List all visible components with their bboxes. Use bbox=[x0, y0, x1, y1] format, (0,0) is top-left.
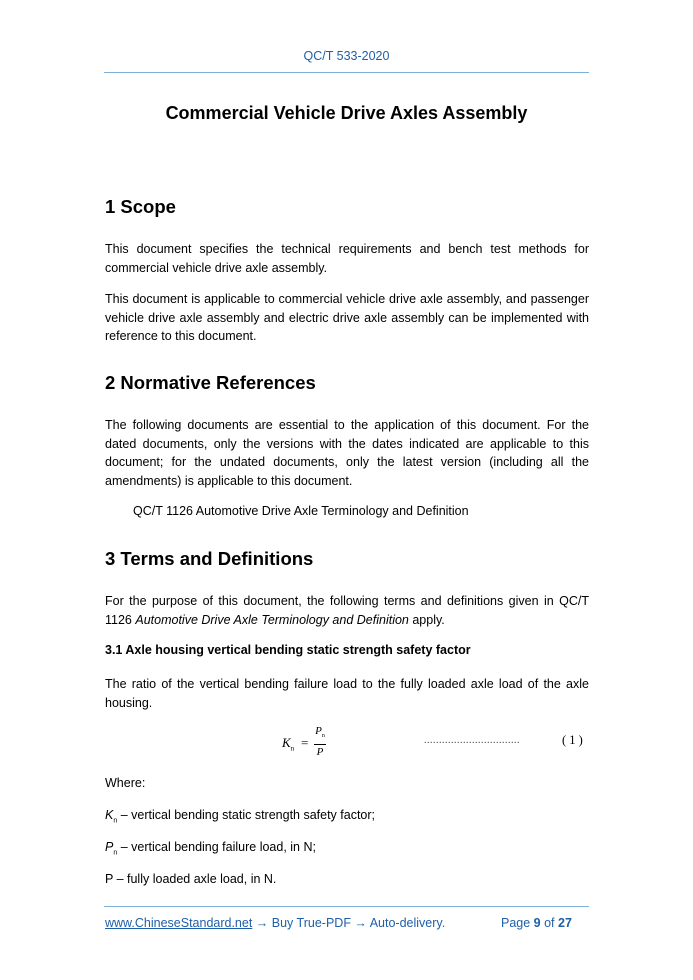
formula-fraction bbox=[314, 726, 326, 758]
document-title: Commercial Vehicle Drive Axles Assembly bbox=[165, 103, 528, 123]
section-heading-normative-references: 2 Normative References bbox=[105, 372, 316, 393]
formula-lhs: $K_n$ bbox=[282, 735, 295, 753]
formula-fraction-bar bbox=[314, 744, 326, 745]
terms-intro-tail: apply. bbox=[408, 612, 445, 627]
header-divider bbox=[104, 72, 589, 73]
formula-denominator: P bbox=[316, 746, 324, 759]
auto-delivery-text: Auto-delivery. bbox=[369, 916, 446, 930]
terms-intro-paragraph bbox=[105, 592, 589, 629]
header-standard-code: QC/T 533-2020 bbox=[303, 49, 390, 63]
formula-number: ( 1 ) bbox=[562, 733, 583, 747]
current-page: 9 bbox=[533, 916, 541, 930]
website-link[interactable]: www.ChineseStandard.net bbox=[105, 916, 253, 930]
scope-paragraph-1: This document specifies the technical requirements and bench test methods for commercial vehicle drive axle assembly. bbox=[105, 242, 589, 275]
total-pages: 27 bbox=[558, 916, 572, 930]
footer-divider bbox=[104, 906, 589, 907]
where-label: Where: bbox=[105, 776, 146, 790]
formula-leader-dots: ................................ bbox=[424, 735, 520, 746]
definition-line: $P_n$ – vertical bending failure load, in N; bbox=[105, 840, 316, 857]
terms-intro-italic-title: Automotive Drive Axle Terminology and Definition bbox=[135, 612, 409, 627]
reference-item: QC/T 1126 Automotive Drive Axle Terminology and Definition bbox=[133, 504, 469, 518]
arrow-icon: → bbox=[252, 916, 272, 930]
definition-line: $K_n$ – vertical bending static strength safety factor; bbox=[105, 808, 376, 825]
arrow-icon: → bbox=[350, 916, 370, 930]
page-indicator: Page 9 of 27 bbox=[501, 916, 572, 930]
terms-intro-text: For the purpose of this document, the following terms and definitions given in QC/T 1126 bbox=[105, 594, 589, 627]
subsection-3-1-paragraph: The ratio of the vertical bending failure load to the fully loaded axle load of the axle housing. bbox=[105, 677, 589, 710]
definition-line: P – fully loaded axle load, in N. bbox=[105, 872, 277, 886]
section-heading-terms-definitions: 3 Terms and Definitions bbox=[105, 548, 314, 569]
section-heading-scope: 1 Scope bbox=[105, 196, 176, 217]
scope-paragraph-2: This document is applicable to commercial vehicle drive axle assembly, and passenger vehicle drive axle assembly and electric drive axle assembly can be implemented with reference to this document. bbox=[105, 292, 589, 343]
normative-references-paragraph: The following documents are essential to the application of this document. For the dated documents, only the versions with the dates indicated are applicable to this document; for the undated documents, only the latest version (including all the amendments) is applicable to this document. bbox=[105, 418, 589, 488]
subsection-heading-3-1: 3.1 Axle housing vertical bending static strength safety factor bbox=[105, 643, 471, 657]
formula-equals: = bbox=[301, 735, 309, 750]
footer-promo bbox=[105, 916, 445, 930]
formula-numerator: $P_n$ bbox=[315, 725, 325, 740]
buy-pdf-text: Buy True-PDF bbox=[271, 916, 351, 930]
